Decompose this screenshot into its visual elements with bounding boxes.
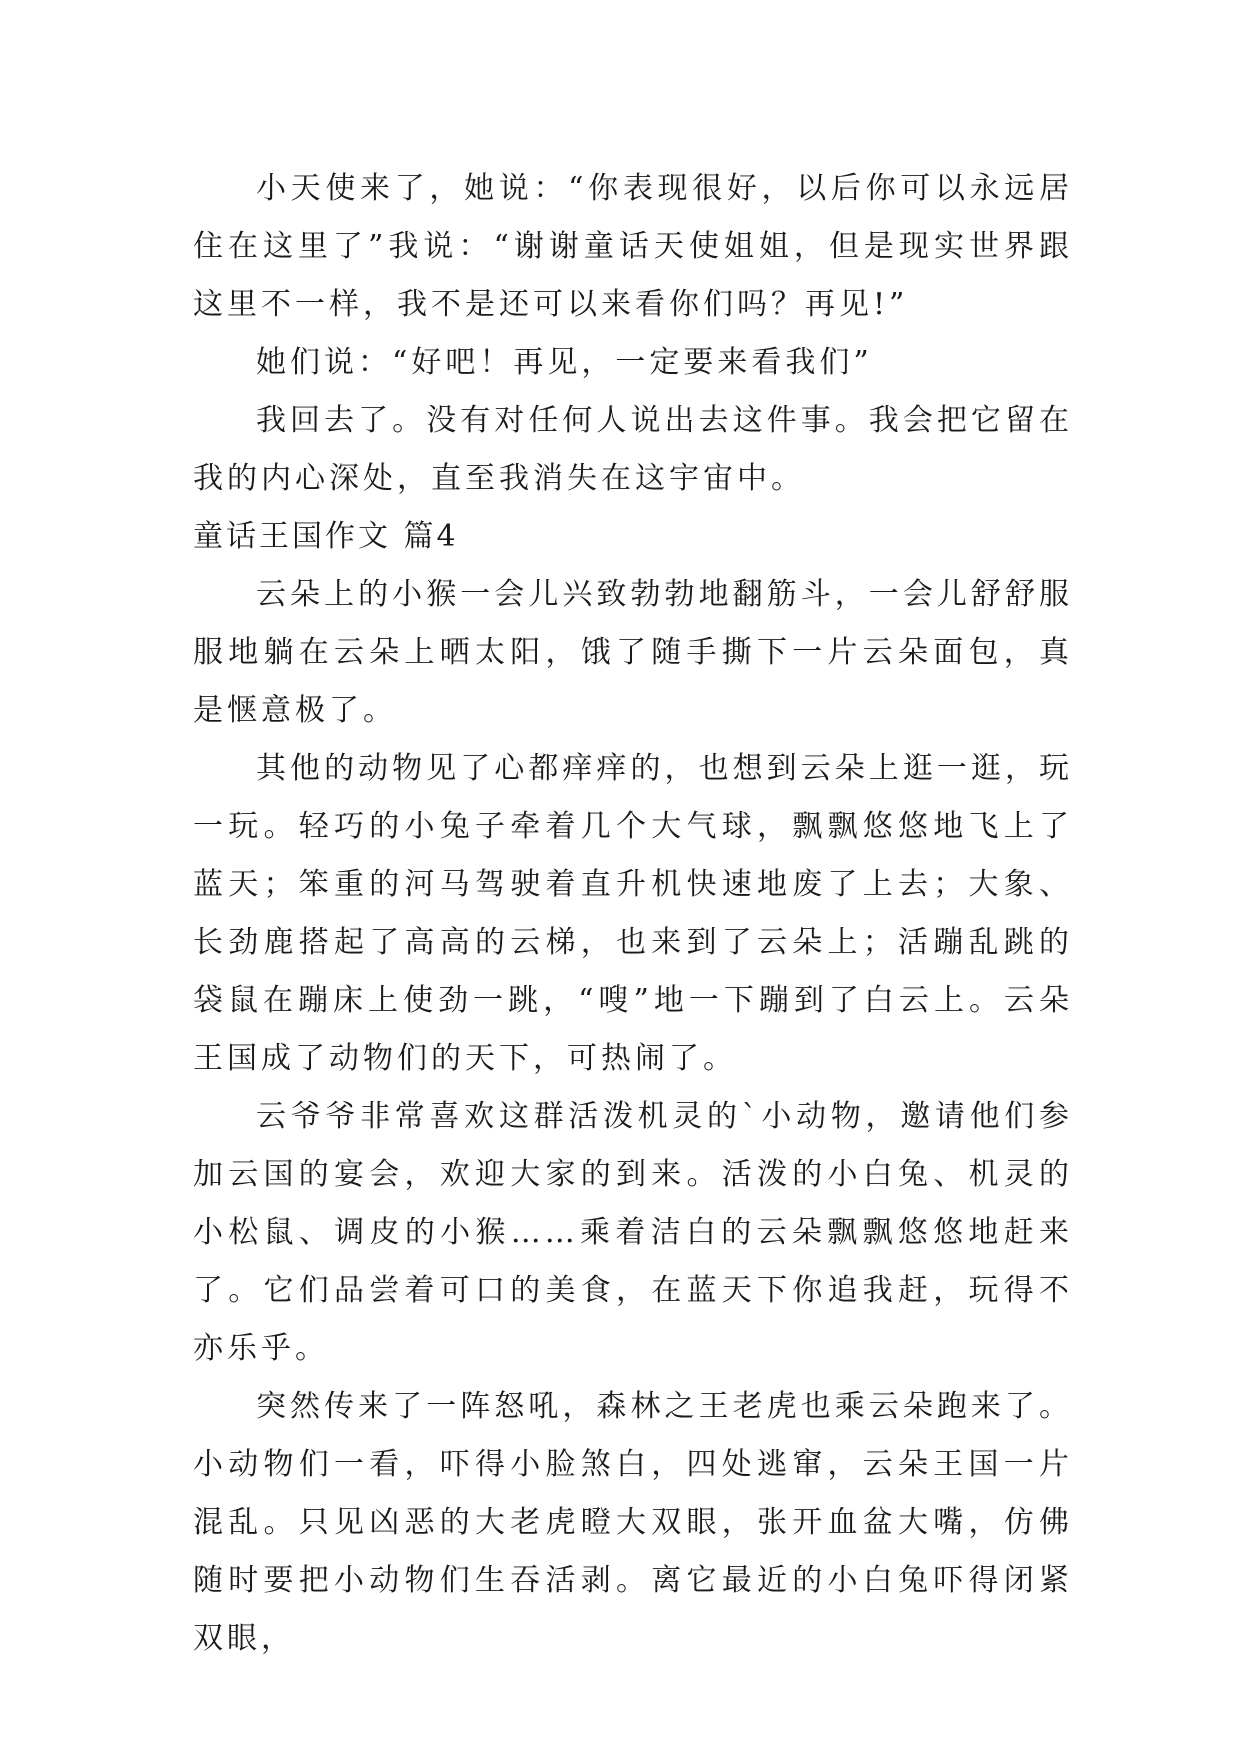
paragraph: 她们说：“好吧！再见，一定要来看我们” xyxy=(256,345,873,380)
paragraph: 突然传来了一阵怒吼，森林之王老虎也乘云朵跑来了。小动物们一看，吓得小脸煞白，四处逃窜，云朵王国一片混乱。只见凶恶的大老虎瞪大双眼，张开血盆大嘴，仿佛随时要把小动物们生吞活剥。离它最近的小白兔吓得闭紧双眼， xyxy=(193,1389,1073,1656)
section-heading: 童话王国作文 篇4 xyxy=(193,519,459,554)
paragraph: 小天使来了，她说：“你表现很好，以后你可以永远居住在这里了”我说：“谢谢童话天使姐姐，但是现实世界跟这里不一样，我不是还可以来看你们吗？再见!” xyxy=(193,171,1073,322)
paragraph: 云爷爷非常喜欢这群活泼机灵的`小动物，邀请他们参加云国的宴会，欢迎大家的到来。活泼的小白兔、机灵的小松鼠、调皮的小猴……乘着洁白的云朵飘飘悠悠地赶来了。它们品尝着可口的美食，在蓝天下你追我赶，玩得不亦乐乎。 xyxy=(193,1099,1073,1366)
paragraph: 云朵上的小猴一会儿兴致勃勃地翻筋斗，一会儿舒舒服服地躺在云朵上晒太阳，饿了随手撕下一片云朵面包，真是惬意极了。 xyxy=(193,577,1073,728)
paragraph: 我回去了。没有对任何人说出去这件事。我会把它留在我的内心深处，直至我消失在这宇宙中。 xyxy=(193,403,1073,496)
document-page xyxy=(193,160,1073,1668)
paragraph: 其他的动物见了心都痒痒的，也想到云朵上逛一逛，玩一玩。轻巧的小兔子牵着几个大气球，飘飘悠悠地飞上了蓝天；笨重的河马驾驶着直升机快速地废了上去；大象、长劲鹿搭起了高高的云梯，也来到了云朵上；活蹦乱跳的袋鼠在蹦床上使劲一跳，“嗖”地一下蹦到了白云上。云朵王国成了动物们的天下，可热闹了。 xyxy=(193,751,1073,1076)
